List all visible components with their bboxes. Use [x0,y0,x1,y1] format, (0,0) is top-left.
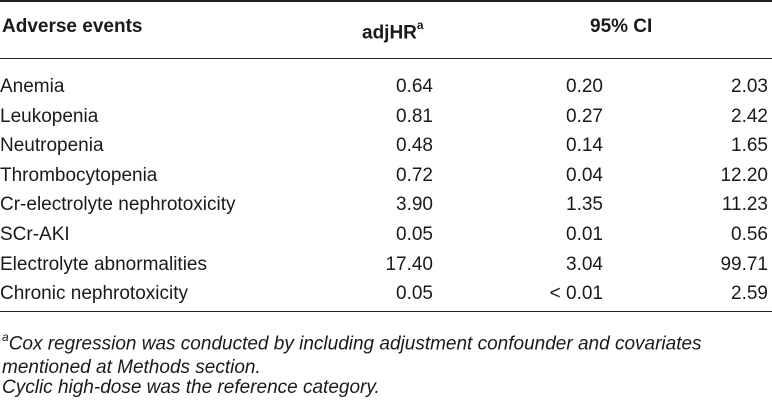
event-name-cell: Leukopenia [0,105,99,127]
ci-upper-cell: 2.03 [731,76,768,97]
ci-upper-cell: 99.71 [720,253,768,275]
ci-lower-cell: 0.20 [566,76,603,97]
header-adverse-events [2,14,142,40]
ci-upper-cell: 2.42 [731,105,768,127]
footnote-a [2,326,772,380]
adjhr-cell: 0.64 [396,76,433,97]
table-row [0,72,768,102]
event-name-cell: SCr-AKI [0,223,70,245]
event-name-cell: Neutropenia [0,135,104,157]
header-95-ci [590,14,652,40]
adjhr-cell: 0.05 [396,223,433,245]
ci-upper-cell: 2.59 [731,283,768,305]
ci-lower-cell: 1.35 [566,194,603,216]
table-row [0,131,768,161]
adjhr-cell: 17.40 [385,253,433,275]
table-row [0,161,768,191]
ci-lower-cell: < 0.01 [549,283,603,305]
header-adjhr [362,14,424,46]
header-rule [0,58,772,59]
event-name-cell: Chronic nephrotoxicity [0,283,188,305]
ci-lower-cell: 0.27 [566,105,603,127]
header-ci-label: 95% CI [590,16,653,37]
table-row [0,190,768,220]
footnote-a-marker: a [2,330,9,344]
ci-lower-cell: 0.14 [566,135,603,157]
ci-upper-cell: 0.56 [731,223,768,245]
adjhr-cell: 0.48 [396,135,433,157]
adjhr-cell: 0.05 [396,283,433,305]
table-body [0,72,768,309]
footnote-reference-text: Cyclic high-dose was the reference category. [2,377,380,398]
footnote-reference [2,376,772,400]
table-row [0,279,768,309]
bottom-rule [0,311,772,312]
adjhr-cell: 0.72 [396,164,433,186]
ci-lower-cell: 0.04 [566,164,603,186]
adjhr-cell: 0.81 [396,105,433,127]
data-table [0,72,768,309]
table-row [0,250,768,280]
header-adjhr-footnote-marker: a [416,18,424,32]
top-rule [0,0,772,2]
event-name-cell: Electrolyte abnormalities [0,253,207,275]
ci-lower-cell: 3.04 [566,253,603,275]
event-name-cell: Anemia [0,76,65,97]
header-adverse-events-label: Adverse events [2,16,143,37]
event-name-cell: Thrombocytopenia [0,164,158,186]
header-adjhr-label: adjHR [362,22,417,44]
adjhr-cell: 3.90 [396,194,433,216]
ci-lower-cell: 0.01 [566,223,603,245]
event-name-cell: Cr-electrolyte nephrotoxicity [0,194,236,216]
ci-upper-cell: 11.23 [721,194,768,216]
ci-upper-cell: 1.65 [731,135,768,157]
ci-upper-cell: 12.20 [720,164,768,186]
footnote-a-text: Cox regression was conducted by including adjustment confounder and covariates mentioned at Methods section. [2,333,702,379]
table-row [0,102,768,132]
table-row [0,220,768,250]
